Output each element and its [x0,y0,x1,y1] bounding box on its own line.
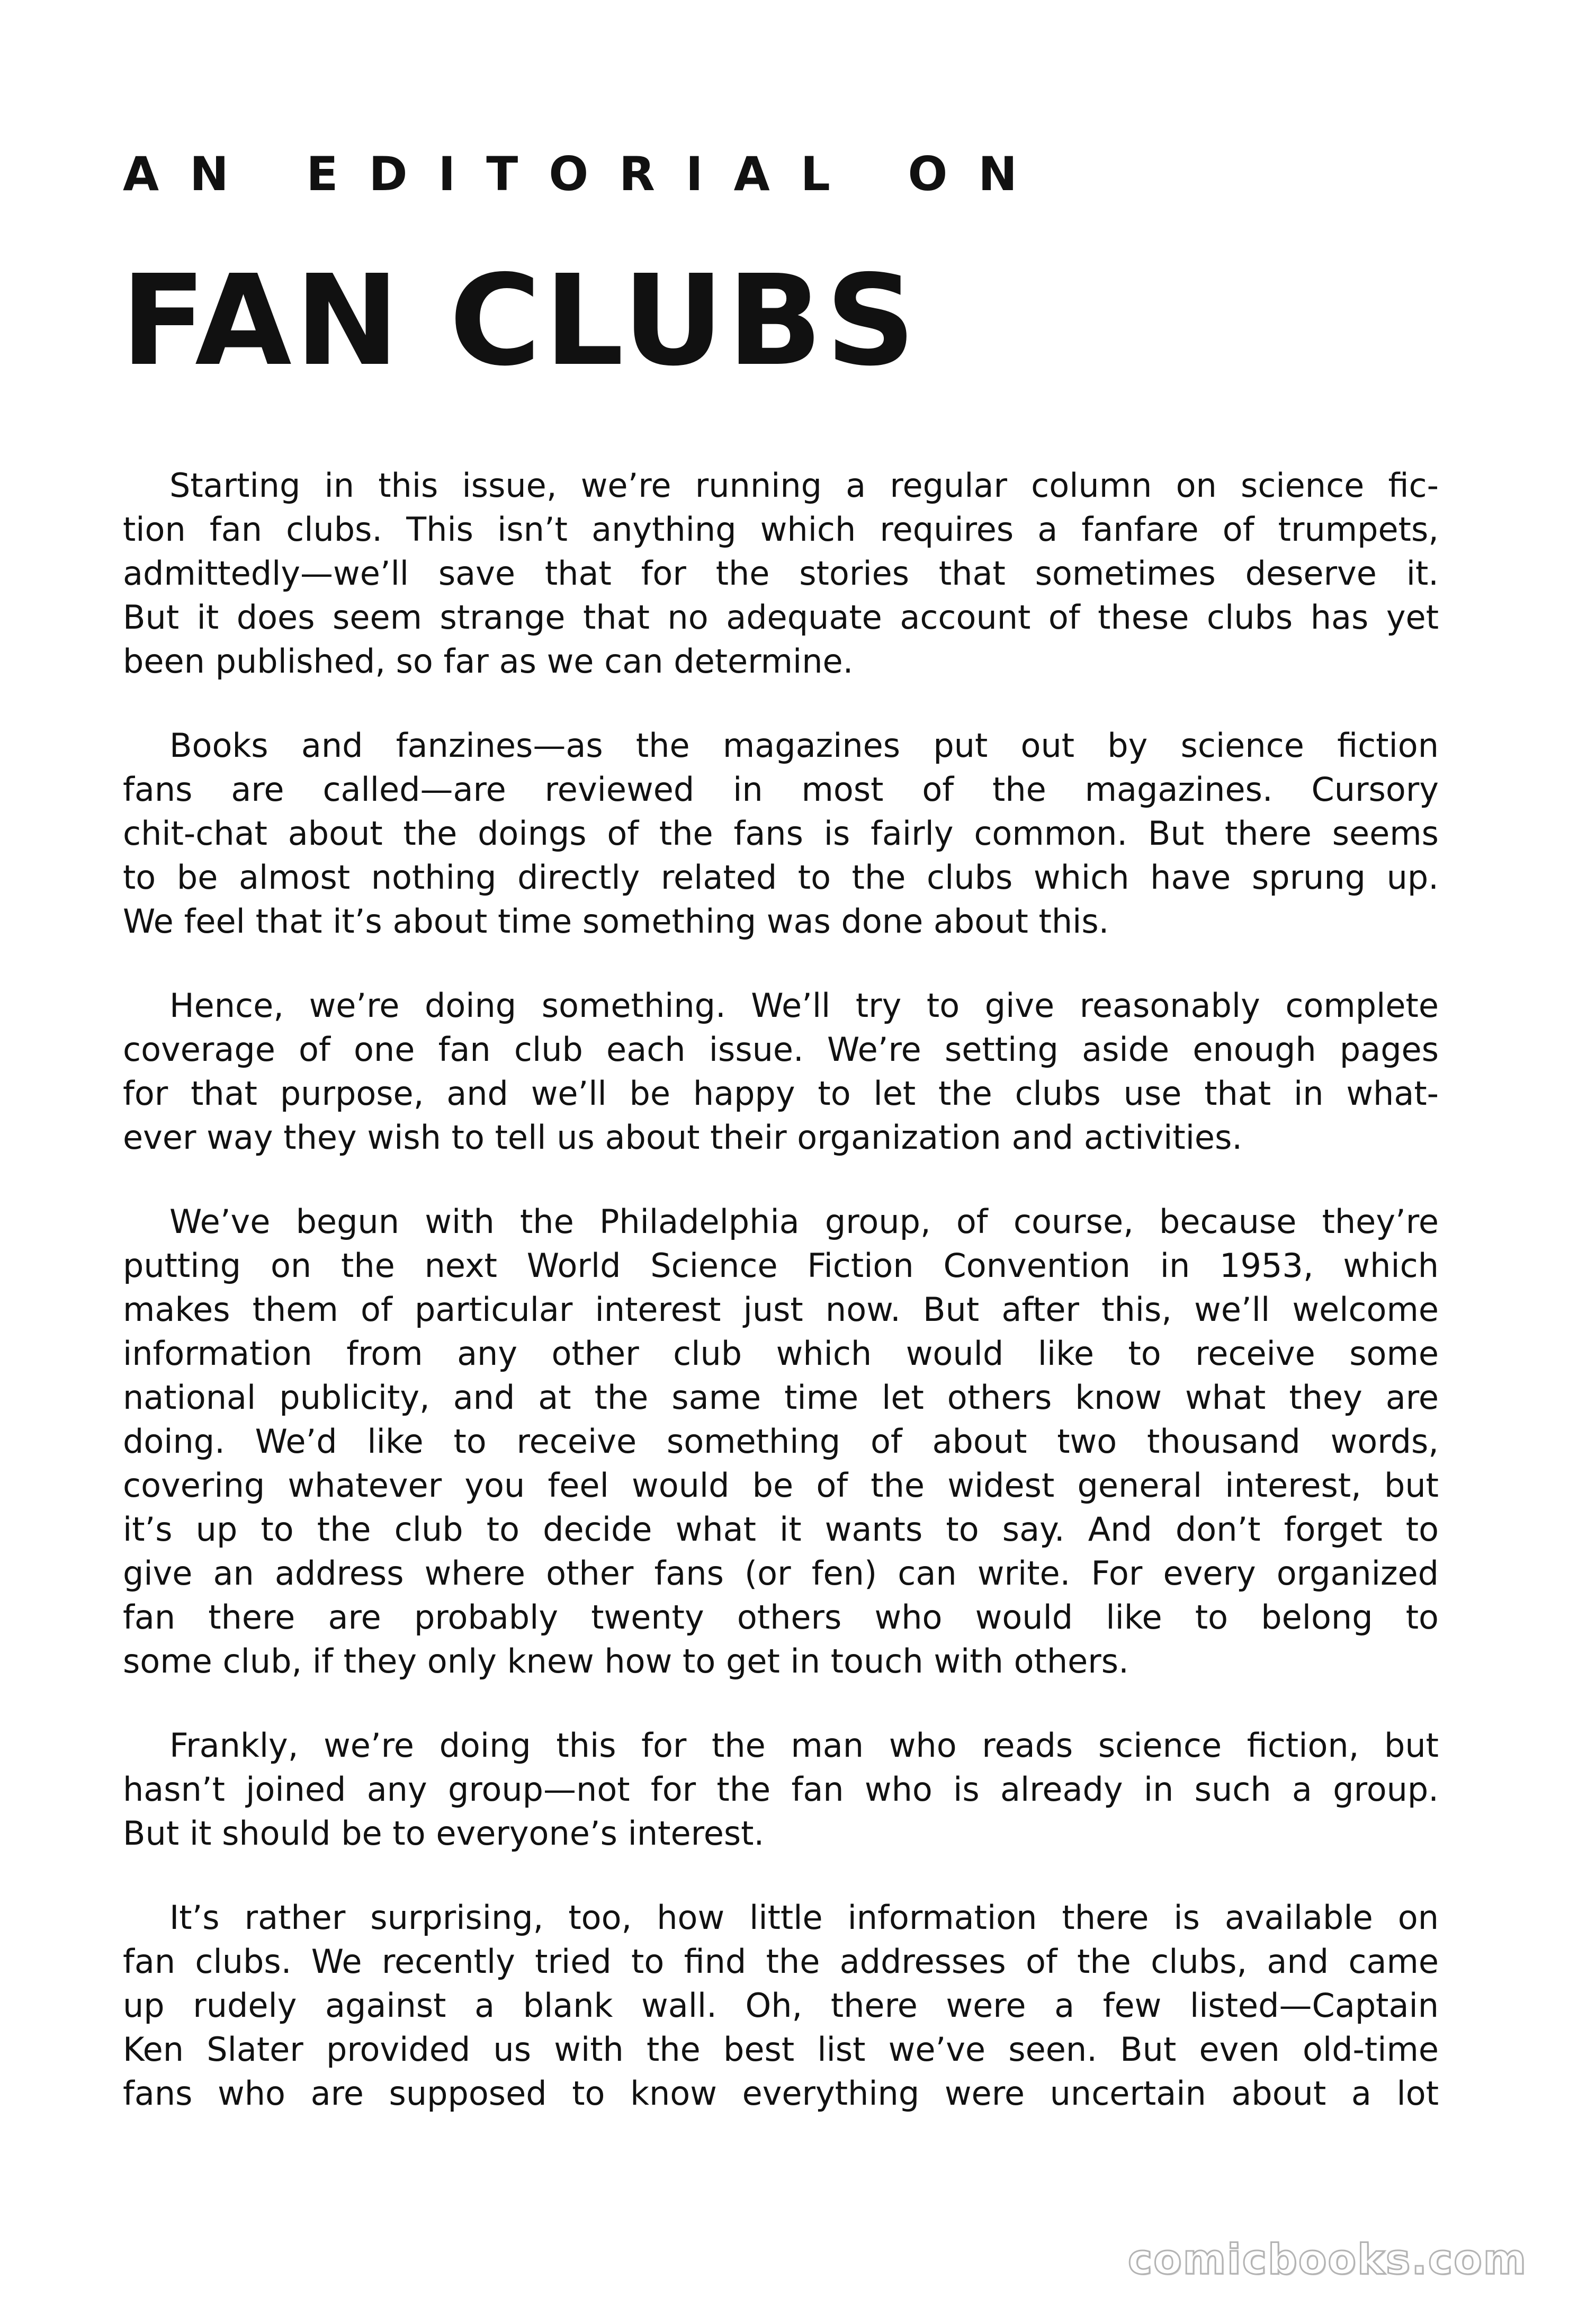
text-line: doing. We’d like to receive something of about two thousand words, [123,1422,1439,1461]
paragraph-1 [123,463,1439,683]
paragraph-2 [123,723,1439,943]
editorial-kicker: AN EDITORIAL ON [123,147,1048,201]
editorial-headline: FAN CLUBS [121,248,919,394]
text-line: national publicity, and at the same time let others know what they are [123,1378,1439,1417]
site-watermark: comicbooks.com [1127,2236,1527,2284]
text-line: up rudely against a blank wall. Oh, there were a few listed—Captain [123,1986,1439,2025]
text-line: some club, if they only knew how to get in touch with others. [123,1642,1129,1681]
paragraph-4 [123,1200,1439,1683]
text-line: been published, so far as we can determine. [123,642,854,681]
text-line: hasn’t joined any group—not for the fan who is already in such a group. [123,1770,1439,1809]
text-line: We’ve begun with the Philadelphia group, of course, because they’re [169,1202,1439,1241]
text-line: Books and fanzines—as the magazines put out by science fiction [169,726,1439,765]
text-line: for that purpose, and we’ll be happy to let the clubs use that in what- [123,1074,1439,1113]
text-line: We feel that it’s about time something was done about this. [123,902,1109,941]
text-line: makes them of particular interest just now. But after this, we’ll welcome [123,1290,1439,1329]
text-line: Ken Slater provided us with the best list we’ve seen. But even old-time [123,2030,1439,2069]
text-line: fan clubs. We recently tried to find the addresses of the clubs, and came [123,1942,1439,1981]
text-line: But it should be to everyone’s interest. [123,1814,765,1853]
text-line: fan there are probably twenty others who would like to belong to [123,1598,1439,1637]
text-line: Hence, we’re doing something. We’ll try to give reasonably complete [169,986,1439,1025]
text-line: It’s rather surprising, too, how little information there is available on [169,1898,1439,1937]
text-line: admittedly—we’ll save that for the stories that sometimes deserve it. [123,554,1439,593]
text-line: covering whatever you feel would be of the widest general interest, but [123,1466,1439,1505]
text-line: putting on the next World Science Fiction Convention in 1953, which [123,1246,1439,1285]
text-line: coverage of one fan club each issue. We’re setting aside enough pages [123,1030,1439,1069]
paragraph-5 [123,1723,1439,1855]
text-line: give an address where other fans (or fen) can write. For every organized [123,1554,1439,1593]
text-line: fans who are supposed to know everything were uncertain about a lot [123,2074,1439,2113]
text-line: Starting in this issue, we’re running a regular column on science fic- [169,466,1439,505]
text-line: fans are called—are reviewed in most of the magazines. Cursory [123,770,1439,809]
text-line: it’s up to the club to decide what it wants to say. And don’t forget to [123,1510,1439,1549]
editorial-body [123,463,1439,2156]
text-line: to be almost nothing directly related to the clubs which have sprung up. [123,858,1439,897]
text-line: tion fan clubs. This isn’t anything which requires a fanfare of trumpets, [123,510,1439,549]
text-line: information from any other club which would like to receive some [123,1334,1439,1373]
text-line: But it does seem strange that no adequate account of these clubs has yet [123,598,1439,637]
paragraph-3 [123,984,1439,1159]
paragraph-6 [123,1896,1439,2115]
text-line: ever way they wish to tell us about their organization and activities. [123,1118,1243,1157]
text-line: Frankly, we’re doing this for the man who reads science fiction, but [169,1726,1439,1765]
text-line: chit-chat about the doings of the fans is fairly common. But there seems [123,814,1439,853]
